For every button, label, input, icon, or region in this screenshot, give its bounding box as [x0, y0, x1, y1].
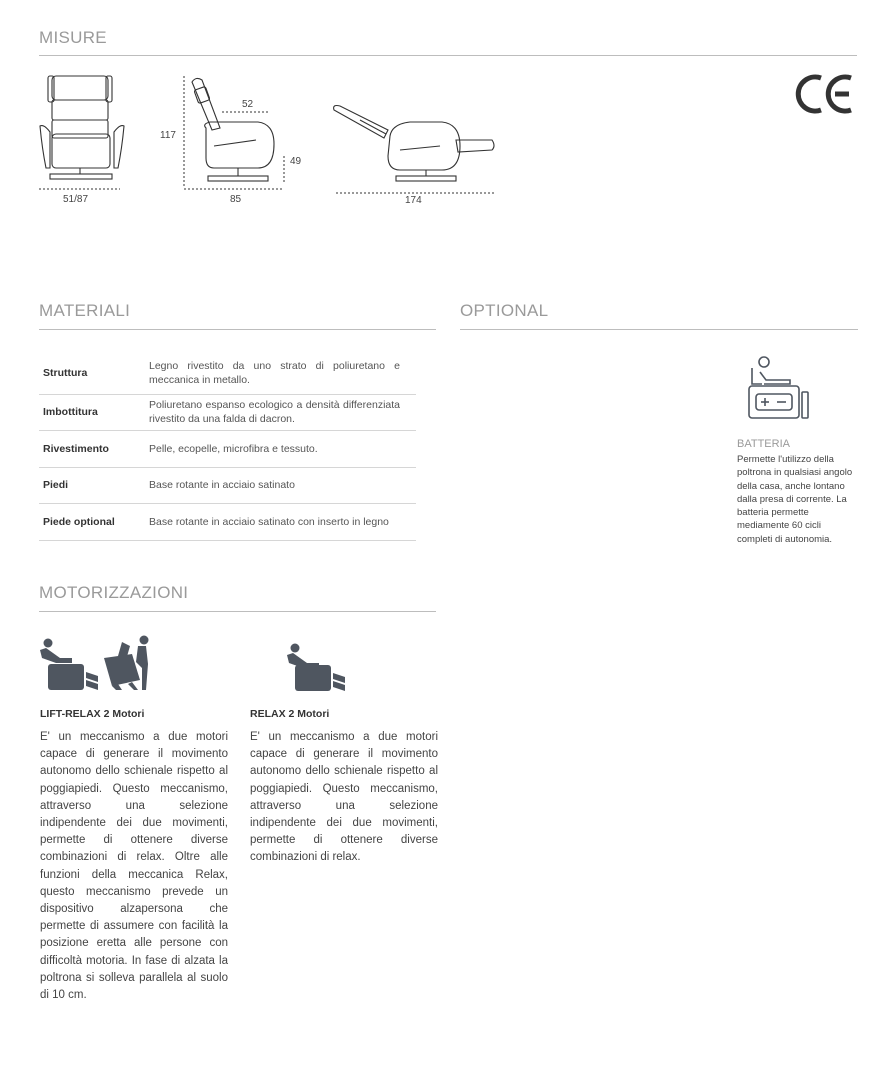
battery-title: BATTERIA	[737, 438, 790, 450]
dim-front-width: 51/87	[63, 194, 89, 205]
table-row	[39, 394, 416, 430]
table-row	[39, 430, 416, 467]
dim-side-depth: 85	[230, 194, 242, 205]
table-key: Struttura	[39, 352, 149, 394]
table-row	[39, 352, 416, 394]
battery-text: Permette l'utilizzo della poltrona in qualsiasi angolo della casa, anche lontano dalla presa di corrente. La batteria permette mediamente 60 cicli completi di autonomia.	[737, 454, 853, 545]
table-value: Poliuretano espanso ecologico a densità differenziata rivestito da una falda di dacron.	[149, 394, 416, 430]
relax-text: E' un meccanismo a due motori capace di generare il movimento autonomo dello schienale rispetto al poggiapiedi. Questo meccanismo, attraverso una selezione indipendente dei due movimenti, permette di ottenere diverse combinazioni di relax.	[250, 731, 438, 864]
table-value: Base rotante in acciaio satinato	[149, 467, 416, 503]
chair-reclined-view-drawing	[330, 100, 500, 197]
misure-rule	[39, 55, 857, 56]
table-row	[39, 503, 416, 540]
chair-front-view-drawing	[36, 72, 128, 192]
table-key: Imbottitura	[39, 394, 149, 430]
dim-side-seat-depth: 52	[242, 99, 254, 110]
relax-title: RELAX 2 Motori	[250, 708, 330, 720]
table-value: Pelle, ecopelle, microfibra e tessuto.	[149, 430, 416, 467]
lift-relax-text: E' un meccanismo a due motori capace di generare il movimento autonomo dello schienale rispetto al poggiapiedi. Questo meccanismo, attraverso una selezione indipendente dei due movimenti, permette di ottenere diverse combinazioni di relax. Oltre alle funzioni della meccanica Relax, questo meccanismo prevede un dispositivo alzapersona che permette di assumere con facilità la posizione eretta alle persone con difficoltà motoria. In fase di alzata la poltrona si solleva parallela al suolo di 10 cm.	[40, 731, 228, 1002]
ce-mark-icon	[795, 74, 855, 114]
materiali-title: MATERIALI	[39, 301, 131, 320]
table-key: Piede optional	[39, 503, 149, 540]
optional-title: OPTIONAL	[460, 301, 549, 320]
optional-rule	[460, 329, 858, 330]
misure-title: MISURE	[39, 28, 107, 47]
lift-relax-title: LIFT-RELAX 2 Motori	[40, 708, 145, 720]
battery-chair-icon	[744, 354, 812, 424]
dim-recline-length: 174	[405, 195, 422, 206]
table-key: Piedi	[39, 467, 149, 503]
table-value: Legno rivestito da uno strato di poliuretano e meccanica in metallo.	[149, 352, 416, 394]
dim-side-height: 117	[160, 130, 176, 141]
materiali-table	[39, 352, 416, 541]
table-value: Base rotante in acciaio satinato con inserto in legno	[149, 503, 416, 540]
relax-2-motori-icon	[285, 643, 347, 693]
dim-side-seat-height: 49	[290, 156, 302, 167]
motorizzazioni-rule	[39, 611, 436, 612]
materiali-rule	[39, 329, 436, 330]
motorizzazioni-title: MOTORIZZAZIONI	[39, 583, 189, 602]
table-row	[39, 467, 416, 503]
chair-side-view-drawing	[176, 72, 294, 197]
table-key: Rivestimento	[39, 430, 149, 467]
lift-stand-icon	[102, 634, 152, 692]
relax-recline-icon	[38, 636, 100, 692]
